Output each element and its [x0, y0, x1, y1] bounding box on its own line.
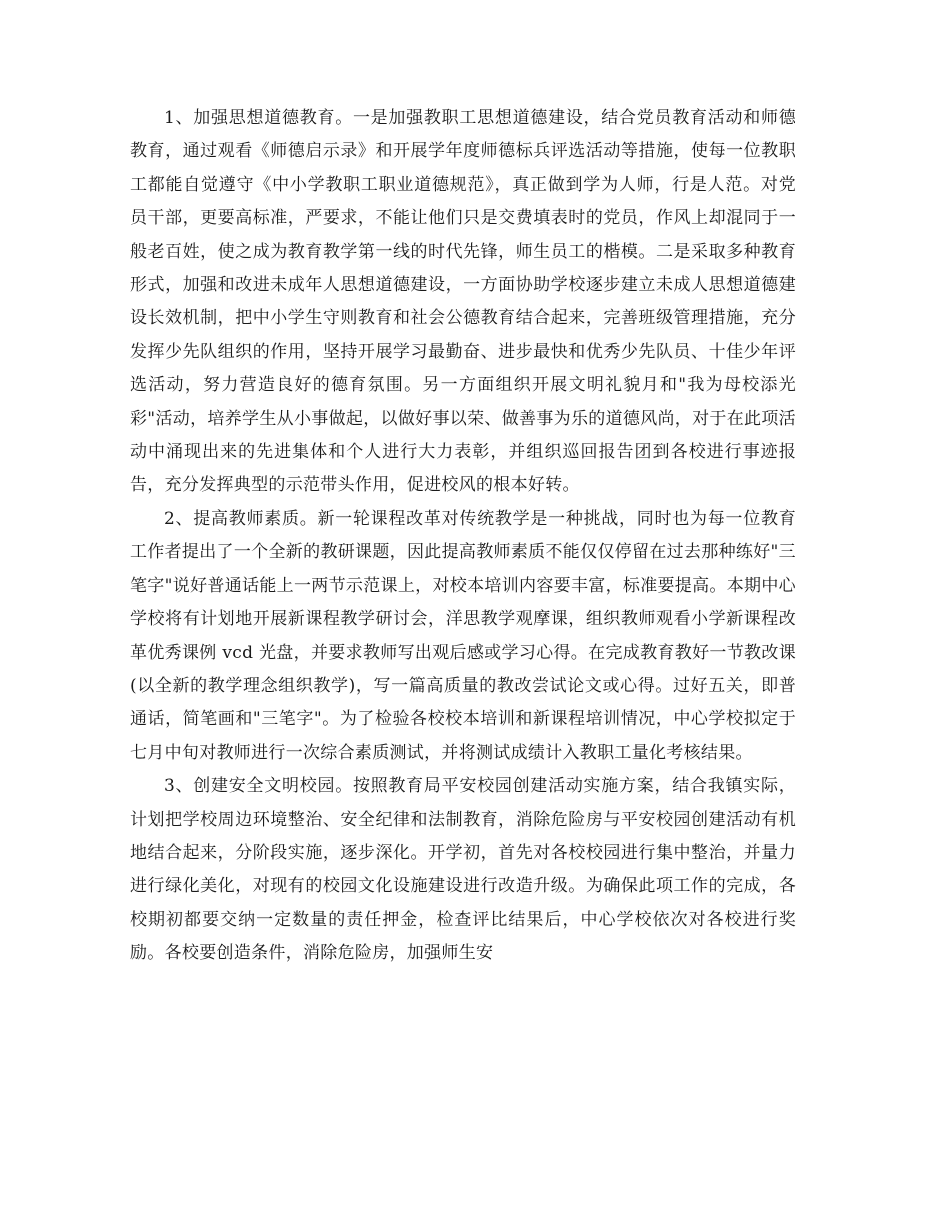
document-body — [130, 102, 796, 971]
paragraph-safe-campus: 3、创建安全文明校园。按照教育局平安校园创建活动实施方案，结合我镇实际，计划把学校周边环境整治、安全纪律和法制教育，消除危险房与平安校园创建活动有机地结合起来，分阶段实施，逐步深化。开学初，首先对各校校园进行集中整治，并量力进行绿化美化，对现有的校园文化设施建设进行改造升级。为确保此项工作的完成，各校期初都要交纳一定数量的责任押金，检查评比结果后，中心学校依次对各校进行奖励。各校要创造条件，消除危险房，加强师生安 — [130, 776, 796, 964]
paragraph-teacher-quality: 2、提高教师素质。新一轮课程改革对传统教学是一种挑战，同时也为每一位教育工作者提出了一个全新的教研课题，因此提高教师素质不能仅仅停留在过去那种练好"三笔字"说好普通话能上一两节示范课上，对校本培训内容要丰富，标准要提高。本期中心学校将有计划地开展新课程教学研讨会，洋思教学观摩课，组织教师观看小学新课程改革优秀课例 vcd 光盘，并要求教师写出观后感或学习心得。在完成教育教好一节教改课(以全新的教学理念组织教学)，写一篇高质量的教改尝试论文或心得。过好五关，即普通话，简笔画和"三笔字"。为了检验各校校本培训和新课程培训情况，中心学校拟定于七月中旬对教师进行一次综合素质测试，并将测试成绩计入教职工量化考核结果。 — [130, 508, 796, 763]
paragraph-moral-education: 1、加强思想道德教育。一是加强教职工思想道德建设，结合党员教育活动和师德教育，通过观看《师德启示录》和开展学年度师德标兵评选活动等措施，使每一位教职工都能自觉遵守《中小学教职工职业道德规范》，真正做到学为人师，行是人范。对党员干部，更要高标准，严要求，不能让他们只是交费填表时的党员，作风上却混同于一般老百姓，使之成为教育教学第一线的时代先锋，师生员工的楷模。二是采取多种教育形式，加强和改进未成年人思想道德建设，一方面协助学校逐步建立未成人思想道德建设长效机制，把中小学生守则教育和社会公德教育结合起来，完善班级管理措施，充分发挥少先队组织的作用，坚持开展学习最勤奋、进步最快和优秀少先队员、十佳少年评选活动，努力营造良好的德育氛围。另一方面组织开展文明礼貌月和"我为母校添光彩"活动，培养学生从小事做起，以做好事以荣、做善事为乐的道德风尚，对于在此项活动中涌现出来的先进集体和个人进行大力表彰，并组织巡回报告团到各校进行事迹报告，充分发挥典型的示范带头作用，促进校风的根本好转。 — [130, 108, 796, 496]
